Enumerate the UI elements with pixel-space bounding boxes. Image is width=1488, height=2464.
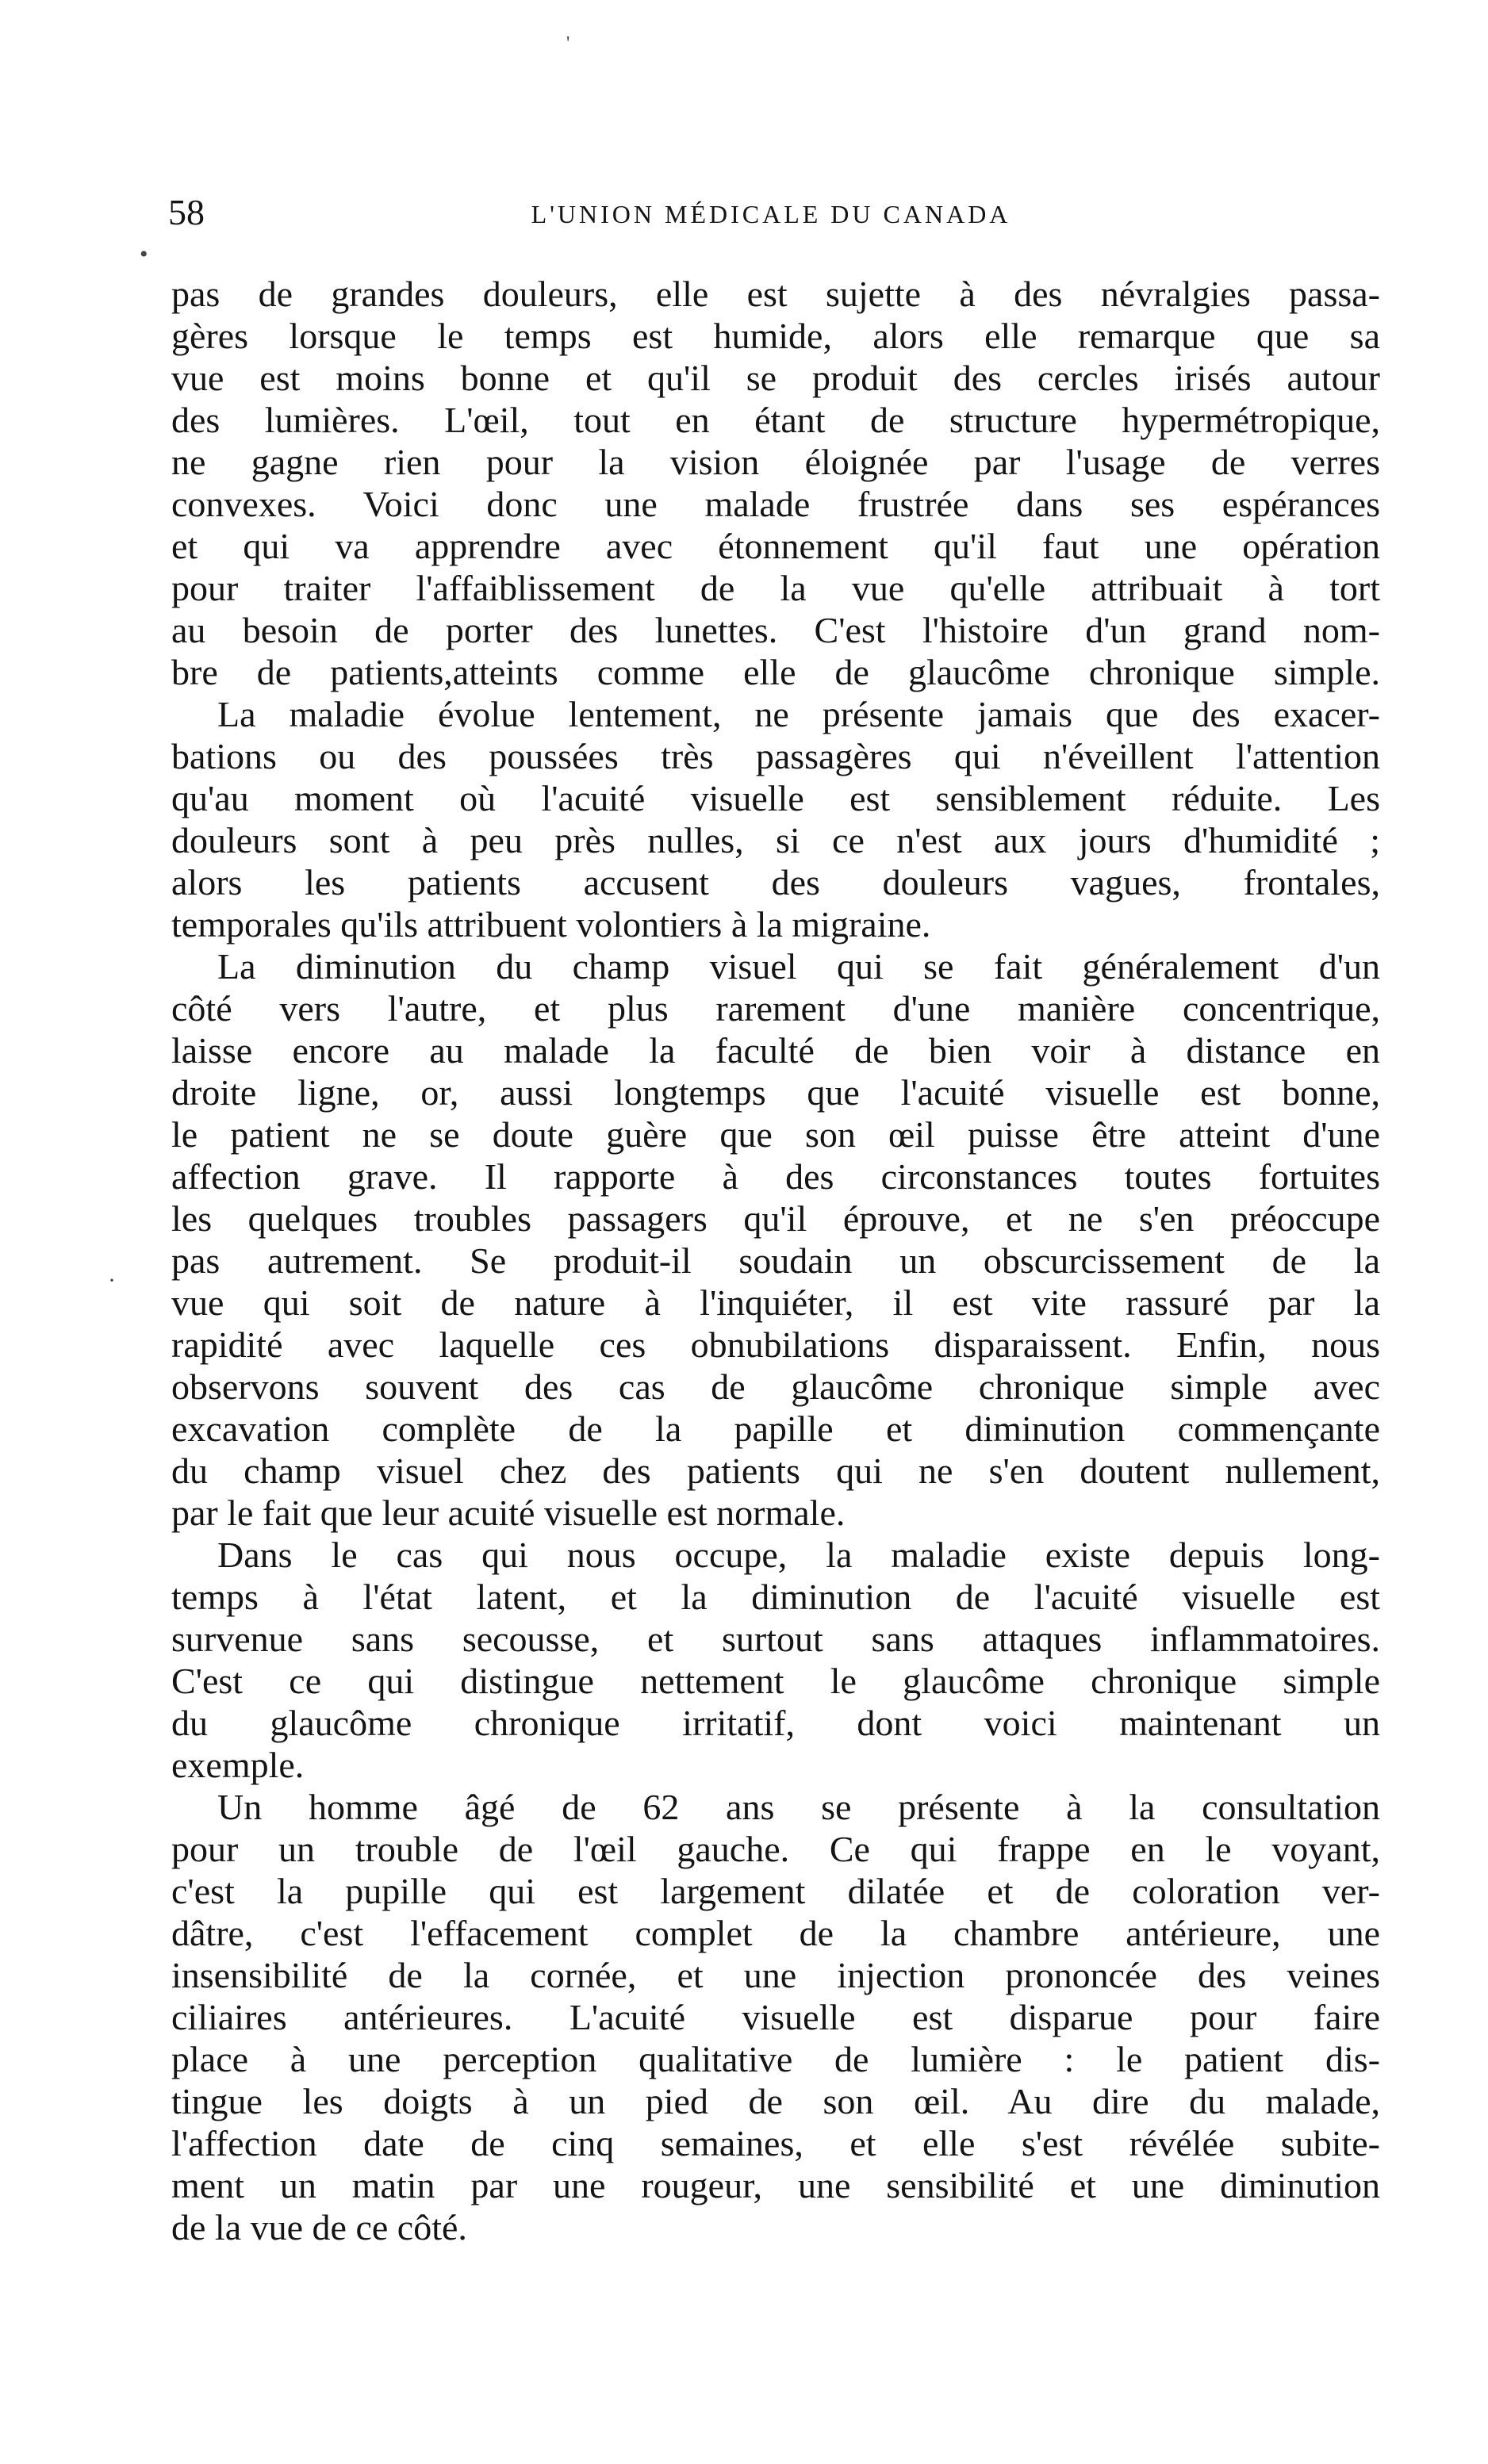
text-line: ne gagne rien pour la vision éloignée par l'usage de verres [171,442,1380,482]
text-line: l'affection date de cinq semaines, et elle s'est révélée subite- [171,2123,1380,2163]
text-line: dâtre, c'est l'effacement complet de la chambre antérieure, une [171,1913,1380,1953]
text-line: au besoin de porter des lunettes. C'est l'histoire d'un grand nom- [171,610,1380,650]
text-line: pour un trouble de l'œil gauche. Ce qui frappe en le voyant, [171,1829,1380,1869]
text-line: alors les patients accusent des douleurs vagues, frontales, [171,862,1380,902]
text-line: Dans le cas qui nous occupe, la maladie existe depuis long- [217,1535,1380,1575]
text-line: ciliaires antérieures. L'acuité visuelle est disparue pour faire [171,1997,1380,2037]
text-line: pas autrement. Se produit-il soudain un obscurcissement de la [171,1240,1380,1281]
text-line: observons souvent des cas de glaucôme chronique simple avec [171,1366,1380,1407]
page-number: 58 [168,192,205,232]
margin-bullet-mark: • [140,241,148,267]
text-line: excavation complète de la papille et diminution commençante [171,1408,1380,1449]
text-line: gères lorsque le temps est humide, alors elle remarque que sa [171,316,1380,356]
text-line: côté vers l'autre, et plus rarement d'une manière concentrique, [171,988,1380,1029]
text-line: La diminution du champ visuel qui se fait généralement d'un [217,946,1380,987]
text-line: pour traiter l'affaiblissement de la vue qu'elle attribuait à tort [171,568,1380,608]
text-line: bations ou des poussées très passagères qui n'éveillent l'attention [171,736,1380,776]
text-line: ment un matin par une rougeur, une sensibilité et une diminution [171,2165,1380,2205]
text-line: rapidité avec laquelle ces obnubilations disparaissent. Enfin, nous [171,1324,1380,1365]
text-line: qu'au moment où l'acuité visuelle est sensiblement réduite. Les [171,778,1380,818]
text-line: le patient ne se doute guère que son œil puisse être atteint d'une [171,1114,1380,1155]
text-line: C'est ce qui distingue nettement le glaucôme chronique simple [171,1661,1380,1701]
text-line: La maladie évolue lentement, ne présente jamais que des exacer- [217,694,1380,734]
text-line: laisse encore au malade la faculté de bien voir à distance en [171,1030,1380,1071]
text-line: droite ligne, or, aussi longtemps que l'acuité visuelle est bonne, [171,1072,1380,1113]
text-line: tingue les doigts à un pied de son œil. Au dire du malade, [171,2081,1380,2121]
running-title: L'UNION MÉDICALE DU CANADA [531,200,1011,228]
page-header [168,190,1374,238]
text-line: de la vue de ce côté. [171,2207,467,2247]
text-line: vue est moins bonne et qu'il se produit des cercles irisés autour [171,358,1380,398]
text-line: insensibilité de la cornée, et une injection prononcée des veines [171,1955,1380,1995]
text-line: du champ visuel chez des patients qui ne s'en doutent nullement, [171,1450,1380,1491]
text-line: des lumières. L'œil, tout en étant de structure hypermétropique, [171,400,1380,440]
text-line: les quelques troubles passagers qu'il éprouve, et ne s'en préoccupe [171,1198,1380,1239]
text-line: pas de grandes douleurs, elle est sujette à des névralgies passa- [171,274,1380,314]
text-line: douleurs sont à peu près nulles, si ce n'est aux jours d'humidité ; [171,820,1380,860]
text-line: Un homme âgé de 62 ans se présente à la consultation [217,1787,1380,1827]
text-line: et qui va apprendre avec étonnement qu'il faut une opération [171,526,1380,566]
text-line: place à une perception qualitative de lumière : le patient dis- [171,2039,1380,2079]
text-line: du glaucôme chronique irritatif, dont voici maintenant un [171,1703,1380,1743]
text-line: bre de patients,atteints comme elle de glaucôme chronique simple. [171,652,1380,692]
margin-stray-mark: · [108,1267,116,1293]
text-line: affection grave. Il rapporte à des circonstances toutes fortuites [171,1156,1380,1197]
body-text [171,273,1380,2248]
text-line: vue qui soit de nature à l'inquiéter, il est vite rassuré par la [171,1282,1380,1323]
text-line: par le fait que leur acuité visuelle est normale. [171,1493,846,1533]
stray-tick-mark: ' [566,33,570,54]
text-line: convexes. Voici donc une malade frustrée dans ses espérances [171,484,1380,524]
text-line: temps à l'état latent, et la diminution de l'acuité visuelle est [171,1577,1380,1617]
text-line: exemple. [171,1745,305,1785]
text-line: survenue sans secousse, et surtout sans attaques inflammatoires. [171,1619,1380,1659]
text-line: temporales qu'ils attribuent volontiers à la migraine. [171,904,931,945]
text-line: c'est la pupille qui est largement dilatée et de coloration ver- [171,1871,1380,1911]
